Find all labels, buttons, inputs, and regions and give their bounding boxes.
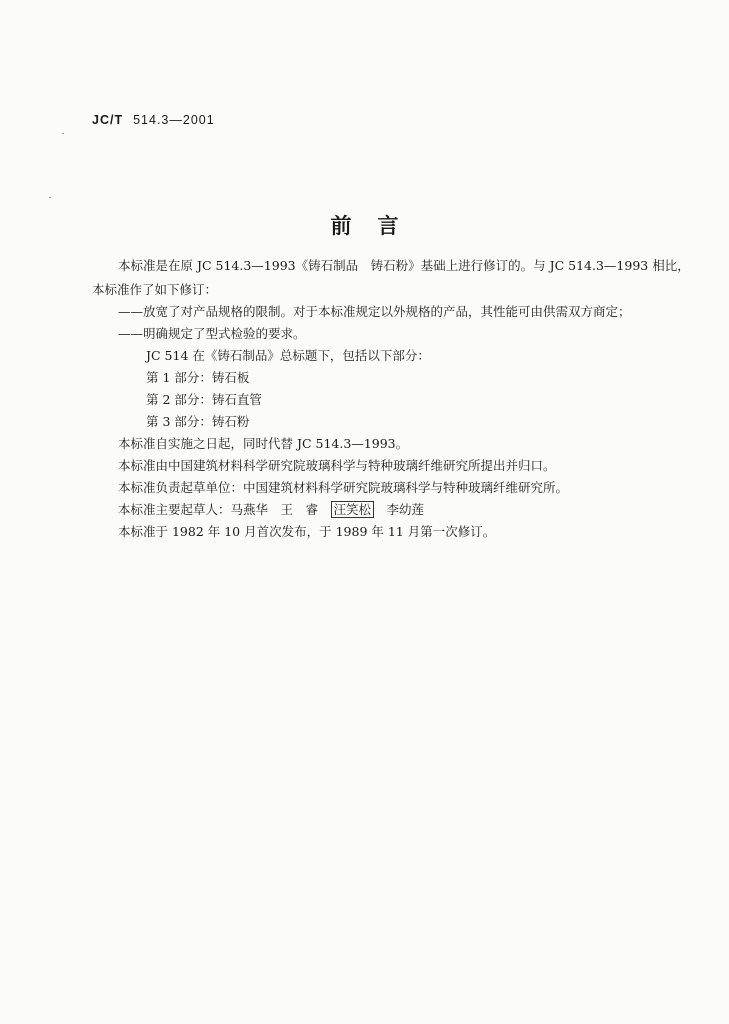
part-3: 第 3 部分：铸石粉 — [146, 414, 250, 429]
replacement-note: 本标准自实施之日起，同时代替 JC 514.3—1993。 — [118, 436, 409, 451]
standard-header — [92, 113, 215, 127]
part-2: 第 2 部分：铸石直管 — [146, 392, 262, 407]
page-title: 前言 — [330, 213, 425, 238]
drafters-prefix: 本标准主要起草人：马燕华 王 睿 — [118, 502, 331, 517]
standard-number: 514.3—2001 — [133, 113, 215, 127]
drafter-boxed-name: 汪笑松 — [331, 501, 375, 518]
part-1: 第 1 部分：铸石板 — [146, 370, 250, 385]
revision-item-2: ——明确规定了型式检验的要求。 — [118, 326, 306, 341]
parts-intro: JC 514 在《铸石制品》总标题下，包括以下部分： — [146, 348, 430, 363]
scan-speck — [62, 133, 64, 134]
scan-speck — [49, 197, 51, 198]
drafters-suffix: 李幼莲 — [374, 502, 425, 517]
proposer-note: 本标准由中国建筑材料科学研究院玻璃科学与特种玻璃纤维研究所提出并归口。 — [118, 458, 556, 473]
standard-code: JC/T — [92, 113, 124, 127]
drafting-unit-note: 本标准负责起草单位：中国建筑材料科学研究院玻璃科学与特种玻璃纤维研究所。 — [118, 480, 569, 495]
history-note: 本标准于 1982 年 10 月首次发布，于 1989 年 11 月第一次修订。 — [118, 524, 496, 539]
revision-item-1: ——放宽了对产品规格的限制。对于本标准规定以外规格的产品，其性能可由供需双方商定； — [118, 304, 631, 319]
paragraph-1-line-1: 本标准是在原 JC 514.3—1993《铸石制品 铸石粉》基础上进行修订的。与 JC 514.3—1993 相比， — [118, 258, 690, 273]
drafters-note — [118, 502, 424, 518]
paragraph-1-line-2: 本标准作了如下修订： — [92, 282, 218, 297]
